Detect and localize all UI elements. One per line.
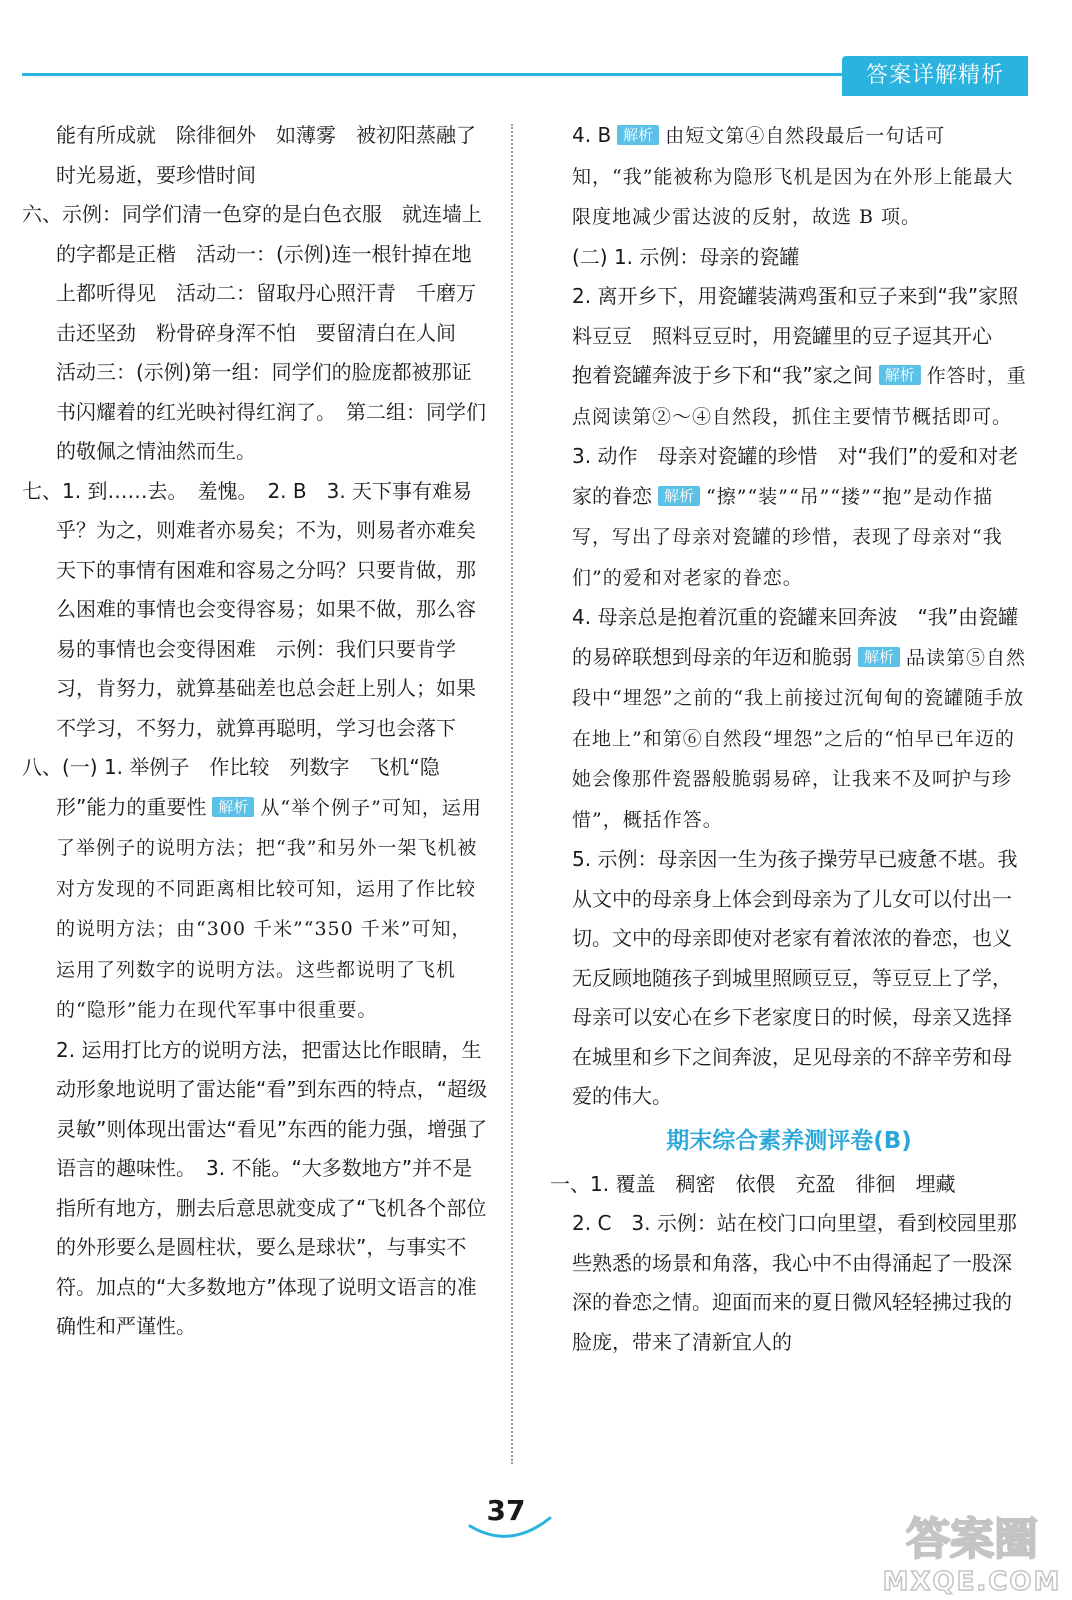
answer-block-7: 七、1. 到……去。 羞愧。 2. B 3. 天下事有难易乎？为之，则难者亦易矣；不为，则易者亦难矣 天下的事情有困难和容易之分吗？只要肯做，那么困难的事情也会变得容易；如果不做，那么容易的事情也会变得困难 示例：我们只要肯学习，肯努力，就算基础差也总会赶上别人；如果不学习，不努力，就算再聪明，学习也会落下 [22, 478, 496, 740]
answer-item-2-2 [550, 277, 1028, 437]
page-number: 37 [486, 1494, 526, 1527]
analysis-text: 由短文第④自然段最后一句话可知，“我”能被称为隐形飞机是因为在外形上能最大限度地减少雷达波的反射，故选 B 项。 [572, 125, 1014, 228]
column-divider [511, 124, 513, 1464]
analysis-tag: 解析 [858, 647, 900, 667]
analysis-text: 从“举个例子”可知，运用了举例子的说明方法；把“我”和另外一架飞机被对方发现的不同距离相比较可知，运用了作比较的说明方法；由“300 千米”“350 千米”可知，运用了列数字的说明方法。这些都说明了飞机的“隐形”能力在现代军事中很重要。 [56, 796, 482, 1021]
answer-block-8-2: 2. 运用打比方的说明方法，把雷达比作眼睛，生动形象地说明了雷达能“看”到东西的特点，“超级灵敏”则体现出雷达“看见”东西的能力强，增强了语言的趣味性。 3. 不能。“大多数地方”并不是指所有地方，删去后意思就变成了“飞机各个部位的外形要么是圆柱状，要么是球状”，与事实不符。加点的“大多数地方”体现了说明文语言的准确性和严谨性。 [56, 1037, 488, 1338]
answer-item-2-4 [550, 598, 1028, 840]
analysis-tag: 解析 [212, 797, 254, 817]
answer-item-2-1: (二) 1. 示例：母亲的瓷罐 [572, 244, 800, 269]
left-column [22, 116, 496, 1347]
analysis-text: 作答时，重点阅读第②～④自然段，抓住主要情节概括即可。 [572, 365, 1027, 428]
answer-block-6: 六、示例：同学们清一色穿的是白色衣服 就连墙上的字都是正楷 活动一：(示例)连一根针掉在地上都听得见 活动二：留取丹心照汗青 千磨万击还坚劲 粉骨碎身浑不怕 要留清白在人间 活动三：(示例)第一组：同学们的脸庞都被那证书闪耀着的红光映衬得红润了。 第二组：同学们的敬佩之情油然而生。 [22, 202, 486, 463]
answer-text: 4. 母亲总是抱着沉重的瓷罐来回奔波 “我”由瓷罐的易碎联想到母亲的年迈和脆弱 [572, 605, 1019, 669]
answer-block-8-1 [22, 748, 490, 1031]
answer-item-4 [550, 116, 1028, 238]
answer-item-2-5: 5. 示例：母亲因一生为孩子操劳早已疲惫不堪。我从文中的母亲身上体会到母亲为了儿女可以付出一切。文中的母亲即使对老家有着浓浓的眷恋，也义无反顾地随孩子到城里照顾豆豆，等豆豆上了学，母亲可以安心在乡下老家度日的时候，母亲又选择在城里和乡下之间奔波，足见母亲的不辞辛劳和母爱的伟大。 [572, 847, 1018, 1108]
analysis-text: 品读第⑤自然段中“埋怨”之前的“我上前接过沉甸甸的瓷罐随手放在地上”和第⑥自然段“埋怨”之后的“怕早已年迈的她会像那件瓷器般脆弱易碎，让我来不及呵护与珍惜”，概括作答。 [572, 646, 1027, 831]
watermark-main: 答案圈 [906, 1514, 1038, 1565]
answer-block-1-1: 一、1. 覆盖 稠密 依偎 充盈 徘徊 埋藏 [550, 1171, 956, 1196]
answer-block-1-2: 2. C 3. 示例：站在校门口向里望，看到校园里那些熟悉的场景和角落，我心中不由得涌起了一股深深的眷恋之情。迎面而来的夏日微风轻轻拂过我的脸庞，带来了清新宜人的 [572, 1211, 1017, 1354]
answer-text: 2. 离开乡下，用瓷罐装满鸡蛋和豆子来到“我”家照料豆豆 照料豆豆时，用瓷罐里的豆子逗其开心 抱着瓷罐奔波于乡下和“我”家之间 [572, 284, 1019, 387]
answer-text: 八、(一) 1. 举例子 作比较 列数字 飞机“隐形”能力的重要性 [22, 755, 440, 819]
section-title: 期末综合素养测评卷(B) [666, 1127, 912, 1154]
analysis-text: “擦”“装”“吊”“搂”“抱”是动作描写，写出了母亲对瓷罐的珍惜，表现了母亲对“我们”的爱和对老家的眷恋。 [572, 485, 1003, 589]
answer-text: 3. 动作 母亲对瓷罐的珍惜 对“我们”的爱和对老家的眷恋 [572, 444, 1019, 508]
answer-block-5-tail: 能有所成就 除徘徊外 如薄雾 被初阳蒸融了 时光易逝，要珍惜时间 [56, 123, 496, 187]
right-column [550, 116, 1028, 1362]
answer-text: 4. B [572, 123, 612, 147]
analysis-tag: 解析 [879, 365, 921, 385]
watermark-sub: MXQE.COM [882, 1567, 1062, 1597]
header-tag: 答案详解精析 [842, 56, 1028, 96]
watermark-logo [880, 1502, 1066, 1598]
answer-item-2-3 [550, 437, 1028, 598]
analysis-tag: 解析 [658, 486, 700, 506]
analysis-tag: 解析 [617, 125, 659, 145]
page-number-swoosh [468, 1512, 552, 1540]
header-rule [22, 73, 842, 76]
